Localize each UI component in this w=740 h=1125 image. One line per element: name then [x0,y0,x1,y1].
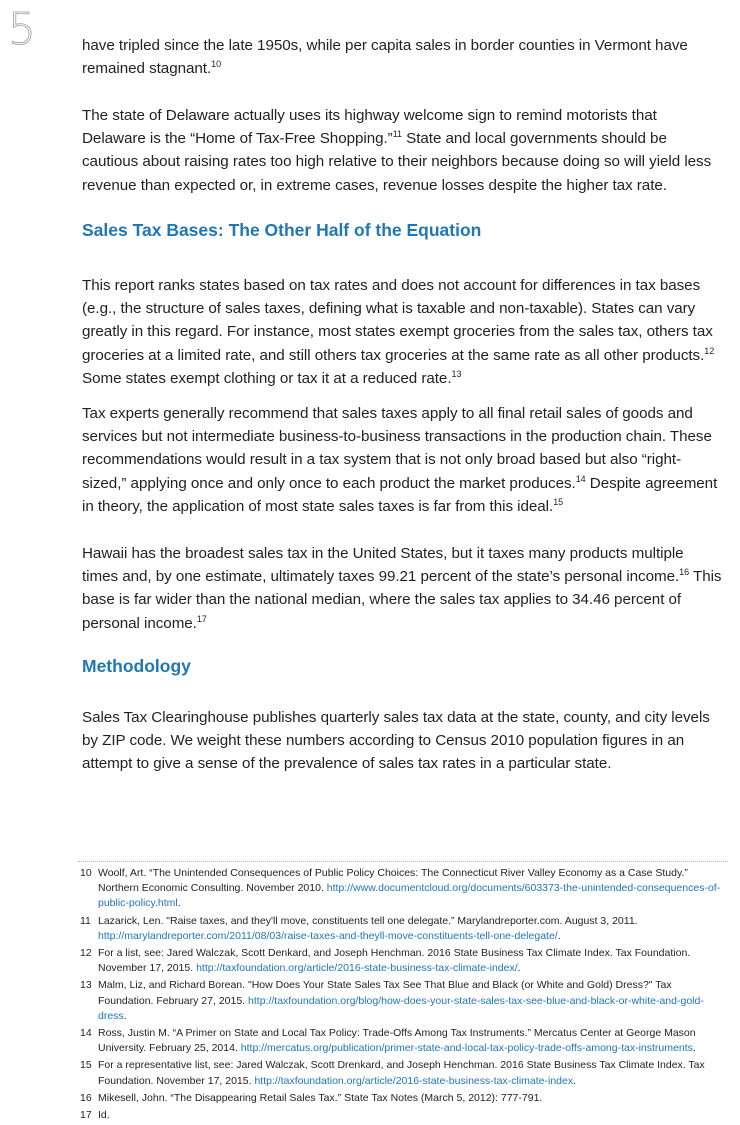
paragraph-text: have tripled since the late 1950s, while per capita sales in border counties in Vermont have remained stagnant. [82,37,688,78]
citation: Ross, Justin M. “A Primer on State and Local Tax Policy: Trade-Offs Among Tax Instruments.” Mercatus Center at George Mason University. February 25, 2014. [98,1027,696,1055]
footnote-number: 14 [80,1027,92,1040]
footnote-ref[interactable]: 15 [553,496,564,507]
citation: Mikesell, John. “The Disappearing Retail Sales Tax.” State Tax Notes (March 5, 2012): 777-791. [98,1091,543,1104]
footnote-text [98,1058,728,1088]
footnote-text [98,914,728,944]
footnote-ref[interactable]: 17 [196,613,207,624]
footnote-item [80,1026,728,1056]
paragraph-hawaii [82,542,722,635]
footnote-item [80,978,728,1024]
footnote-link[interactable]: http://mercatus.org/publication/primer-state-and-local-tax-policy-trade-offs-among-tax-instruments [240,1042,693,1055]
footnote-number: 15 [80,1059,92,1072]
footnote-text [98,946,728,976]
footnote-link[interactable]: http://taxfoundation.org/article/2016-state-business-tax-climate-index [254,1074,574,1087]
footnote-ref[interactable]: 10 [211,59,222,70]
footnote-item [80,914,728,944]
paragraph-text: This base is far wider than the national median, where the sales tax applies to 34.46 percent of personal income. [82,568,722,632]
paragraph-methodology [82,706,722,776]
citation: Id. [98,1109,110,1122]
punctuation: . [692,1042,696,1055]
footnote-item [80,1091,728,1106]
paragraph-text: Some states exempt clothing or tax it at a reduced rate. [82,369,452,387]
page-number: 5 [8,4,36,55]
footnote-text [98,1026,728,1056]
footnote-number: 10 [80,867,92,879]
footnote-ref[interactable]: 14 [575,473,586,484]
footnote-number: 16 [80,1091,92,1104]
footnote-number: 17 [80,1109,92,1122]
footnote-number: 12 [80,947,92,960]
paragraph-tax-bases [82,274,722,390]
paragraph-delaware [82,104,722,197]
citation: Malm, Liz, and Richard Borean. "How Does Your State Sales Tax See That Blue and Black (or White and Gold) Dress?" Tax Foundation. February 27, 2015. [98,979,672,1007]
punctuation: . [517,962,521,975]
citation: For a representative list, see: Jared Walczak, Scott Drenkard, and Joseph Henchman. 2016 State Business Tax Climate Index. Tax Foundation. November 17, 2015. [98,1059,705,1087]
paragraph-tax-experts [82,402,722,518]
footnote-divider [78,861,728,862]
paragraph-text: Sales Tax Clearinghouse publishes quarterly sales tax data at the state, county, and city levels by ZIP code. We weight these numbers according to Census 2010 population figures in an attempt to give a sense of the prevalence of sales tax rates in a particular state. [82,709,710,773]
footnote-ref[interactable]: 12 [704,345,715,356]
paragraph-text: The state of Delaware actually uses its highway welcome sign to remind motorists that Delaware is the “Home of Tax-Free Shopping.” [82,107,657,148]
punctuation: . [123,1009,127,1022]
footnote-item [80,1058,728,1088]
footnote-link[interactable]: http://taxfoundation.org/article/2016-state-business-tax-climate-index/ [196,962,518,975]
footnote-link[interactable]: http://marylandreporter.com/2011/08/03/raise-taxes-and-theyll-move-constituents-tell-one-delegate/ [98,929,558,942]
footnotes [80,866,728,1125]
footnote-ref[interactable]: 16 [679,567,690,578]
paragraph-text: State and local governments should be cautious about raising rates too high relative to their neighbors because doing so will yield less revenue than expected or, in extreme cases, revenue losses despite the higher tax rate. [82,130,712,194]
paragraph-text: Hawaii has the broadest sales tax in the United States, but it taxes many products multiple times and, by one estimate, ultimately taxes 99.21 percent of the state’s personal income. [82,545,684,586]
footnote-text [98,978,728,1024]
citation: Woolf, Art. “The Unintended Consequences of Public Policy Choices: The Connecticut River Valley Economy as a Case Study.” Northern Economic Consulting. November 2010. [98,867,688,895]
paragraph-text: Despite agreement in theory, the application of most state sales taxes is far from this ideal. [82,474,718,515]
footnote-link[interactable]: http://taxfoundation.org/blog/how-does-your-state-sales-tax-see-blue-and-black-or-white-and-gold-dress [98,994,704,1022]
citation: For a list, see: Jared Walczak, Scott Denkard, and Joseph Henchman. 2016 State Business Tax Climate Index. Tax Foundation. November 17, 2015. [98,947,691,975]
section-heading-tax-bases: Sales Tax Bases: The Other Half of the Equation [82,220,482,240]
citation: Lazarick, Len. "Raise taxes, and they'll move, constituents tell one delegate.” Marylandreporter.com. August 3, 2011. [98,914,638,927]
punctuation: . [573,1074,577,1087]
footnote-text [98,1091,728,1106]
punctuation: . [177,897,181,910]
punctuation: . [557,929,561,942]
footnote-item [80,946,728,976]
footnote-item [80,1108,728,1123]
section-heading-methodology: Methodology [82,656,191,676]
paragraph-text: This report ranks states based on tax rates and does not account for differences in tax bases (e.g., the structure of sales taxes, defining what is taxable and non-taxable). States can vary greatly in this regard. For instance, most states exempt groceries from the sales tax, others tax groceries at a limited rate, and still others tax groceries at the same rate as all other products. [82,277,713,364]
footnote-ref[interactable]: 11 [392,129,402,140]
footnote-text [98,866,728,912]
footnote-item [80,866,728,912]
paragraph-text: Tax experts generally recommend that sales taxes apply to all final retail sales of goods and services but not intermediate business-to-business transactions in the production chain. These recommendations would result in a tax system that is not only broad based but also “right-sized,” applying once and only once to each product the market produces. [82,405,712,492]
footnote-number: 13 [80,979,92,992]
footnote-number: 11 [80,914,91,927]
footnote-text [98,1108,728,1123]
footnote-link[interactable]: http://www.documentcloud.org/documents/603373-the-unintended-consequences-of-public-policy.html [98,882,721,910]
footnote-ref[interactable]: 13 [451,368,462,379]
paragraph-border-counties [82,34,722,80]
